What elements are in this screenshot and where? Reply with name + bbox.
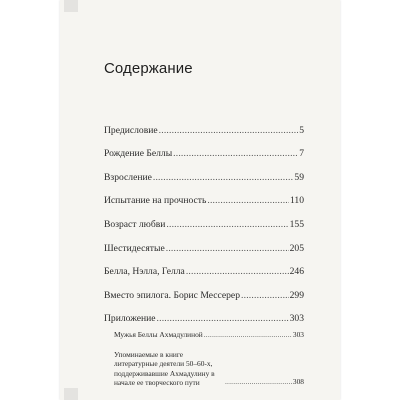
toc-entry-label: Взросление bbox=[104, 171, 152, 183]
toc-subentry-label: Мужья Беллы Ахмадулиной bbox=[114, 330, 203, 340]
toc-entry-label: Приложение bbox=[104, 313, 156, 325]
toc-entry-page: 110 bbox=[289, 195, 304, 207]
toc-entry-label: Возраст любви bbox=[104, 218, 166, 230]
table-of-contents bbox=[104, 112, 304, 400]
toc-leader-dots bbox=[204, 329, 292, 340]
toc-entry-page: 155 bbox=[289, 218, 304, 230]
toc-entry-page: 303 bbox=[289, 313, 304, 325]
toc-subentry bbox=[104, 324, 304, 340]
toc-leader-dots bbox=[157, 313, 289, 324]
toc-entry-label: Вместо эпилога. Борис Мессерер bbox=[104, 289, 240, 301]
toc-leader-dots bbox=[225, 376, 292, 387]
toc-entry bbox=[104, 230, 304, 254]
toc-subentry bbox=[104, 340, 304, 387]
toc-leader-dots bbox=[186, 266, 289, 277]
toc-entry-label: Рождение Беллы bbox=[104, 148, 173, 160]
toc-entry-label: Предисловие bbox=[104, 124, 158, 136]
toc-leader-dots bbox=[166, 219, 288, 230]
toc-entry bbox=[104, 301, 304, 325]
toc-entry bbox=[104, 387, 304, 400]
page-corner-mark bbox=[64, 0, 78, 12]
toc-entry-page: 7 bbox=[299, 148, 304, 160]
book-page bbox=[60, 0, 340, 400]
toc-leader-dots bbox=[173, 148, 298, 159]
page-corner-mark bbox=[64, 388, 78, 400]
toc-entry bbox=[104, 277, 304, 301]
toc-entry-page: 246 bbox=[289, 266, 304, 278]
toc-entry bbox=[104, 206, 304, 230]
toc-subentry-label: Упоминаемые в книге литературные деятели 50–60-х, поддерживавшие Ахмадулину в начале ее творческого пути bbox=[114, 349, 215, 387]
toc-entry-page: 299 bbox=[289, 289, 304, 301]
toc-leader-dots bbox=[166, 243, 289, 254]
toc-entry bbox=[104, 183, 304, 207]
toc-subentry-page: 303 bbox=[292, 330, 304, 340]
toc-entry bbox=[104, 136, 304, 160]
page-title: Содержание bbox=[104, 60, 193, 77]
toc-entry bbox=[104, 159, 304, 183]
toc-subentry-page: 308 bbox=[292, 377, 304, 387]
toc-entry-page: 205 bbox=[289, 242, 304, 254]
toc-entry-label: Шестидесятые bbox=[104, 242, 165, 254]
toc-entry-page: 59 bbox=[294, 171, 304, 183]
toc-leader-dots bbox=[207, 195, 289, 206]
toc-leader-dots bbox=[153, 172, 294, 183]
toc-entry-label: Белла, Нэлла, Гелла bbox=[104, 266, 185, 278]
toc-entry-page: 5 bbox=[299, 124, 304, 136]
toc-leader-dots bbox=[241, 290, 289, 301]
toc-entry bbox=[104, 112, 304, 136]
toc-entry bbox=[104, 254, 304, 278]
toc-leader-dots bbox=[159, 125, 299, 136]
toc-entry-label: Испытание на прочность bbox=[104, 195, 207, 207]
